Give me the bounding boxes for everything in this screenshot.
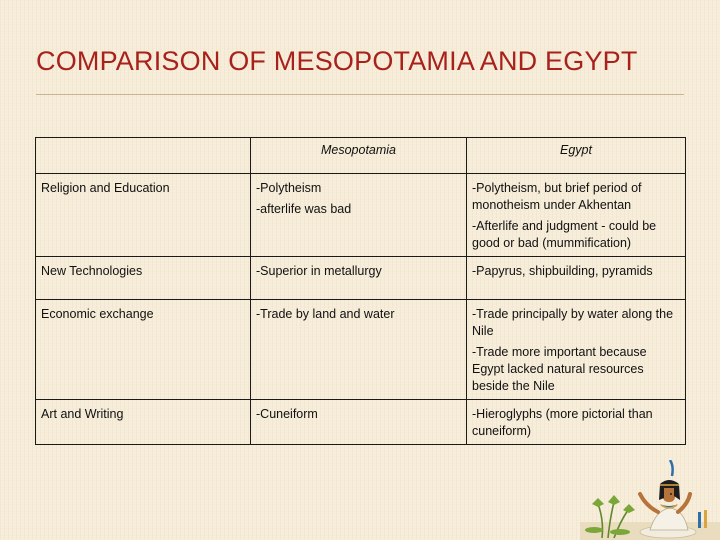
header-mesopotamia: Mesopotamia — [251, 138, 467, 174]
mesopotamia-cell — [251, 174, 467, 257]
title-divider — [36, 94, 684, 95]
mesopotamia-cell — [251, 400, 467, 445]
cell-line: -Superior in metallurgy — [256, 264, 382, 278]
category-cell: Religion and Education — [36, 174, 251, 257]
category-cell: New Technologies — [36, 257, 251, 300]
header-egypt: Egypt — [467, 138, 686, 174]
cell-line: -afterlife was bad — [256, 202, 352, 216]
comparison-table — [35, 137, 686, 445]
category-cell: Art and Writing — [36, 400, 251, 445]
cell-line: -Trade by land and water — [256, 307, 395, 321]
category-cell: Economic exchange — [36, 300, 251, 400]
table-header-row — [36, 138, 686, 174]
egyptian-figure-clipart-icon — [580, 460, 720, 540]
egypt-cell — [467, 174, 686, 257]
table-row — [36, 257, 686, 300]
egypt-cell — [467, 400, 686, 445]
cell-line: -Polytheism — [256, 181, 322, 195]
egypt-cell — [467, 257, 686, 300]
table-row — [36, 300, 686, 400]
cell-line: -Trade more important because Egypt lacked natural resources beside the Nile — [472, 345, 647, 393]
cell-line: -Afterlife and judgment - could be good or bad (mummification) — [472, 219, 657, 250]
cell-line: -Hieroglyphs (more pictorial than cuneiform) — [472, 407, 653, 438]
mesopotamia-cell — [251, 257, 467, 300]
header-empty-cell — [36, 138, 251, 174]
egypt-cell — [467, 300, 686, 400]
table-row — [36, 174, 686, 257]
slide-title: COMPARISON OF MESOPOTAMIA AND EGYPT — [36, 46, 638, 76]
mesopotamia-cell — [251, 300, 467, 400]
cell-line: -Cuneiform — [256, 407, 318, 421]
cell-line: -Polytheism, but brief period of monotheism under Akhentan — [472, 181, 642, 212]
table-row — [36, 400, 686, 445]
cell-line: -Papyrus, shipbuilding, pyramids — [472, 264, 653, 278]
cell-line: -Trade principally by water along the Nile — [472, 307, 674, 338]
